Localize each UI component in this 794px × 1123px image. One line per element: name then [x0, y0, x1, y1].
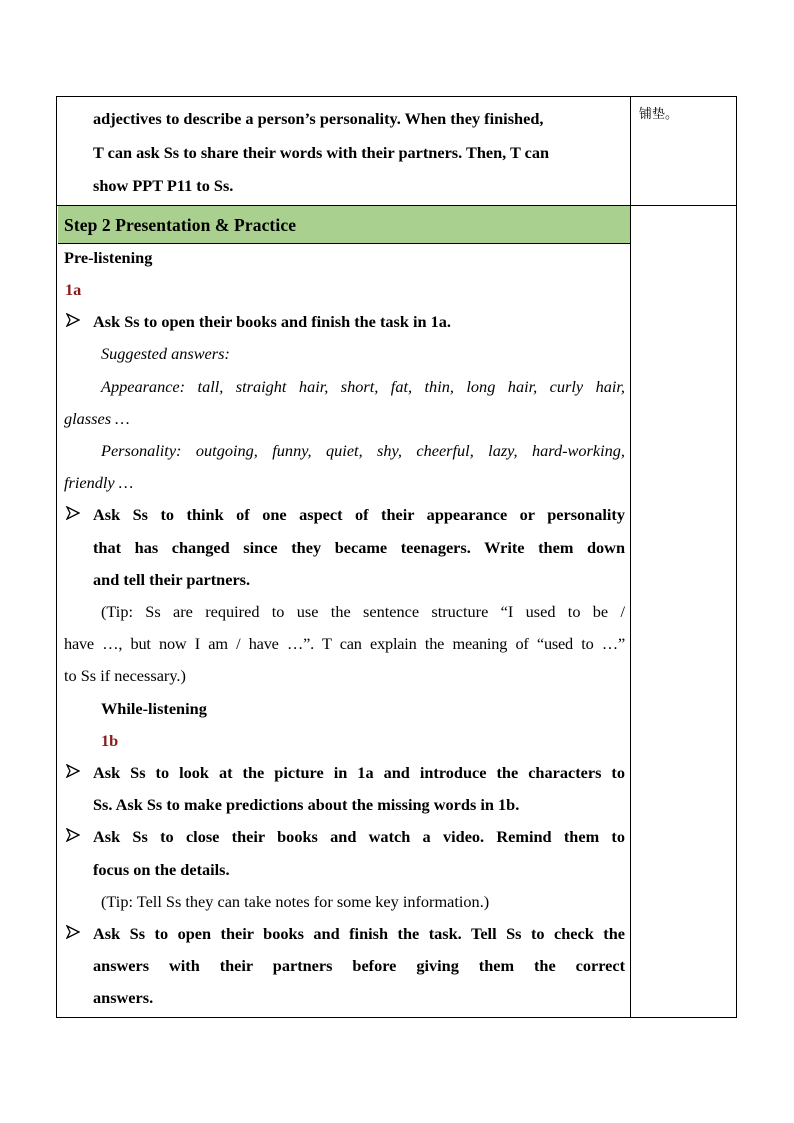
step-2-title: Step 2 Presentation & Practice	[64, 215, 297, 235]
suggested-answers-label: Suggested answers:	[101, 344, 230, 363]
tip-1-line-1: (Tip: Ss are required to use the sentence structure “I used to be /	[101, 602, 625, 621]
top-cell-line-3: show PPT P11 to Ss.	[93, 176, 234, 195]
arrow-bullet-icon	[66, 313, 80, 327]
bullet-3-line-2: Ss. Ask Ss to make predictions about the missing words in 1b.	[93, 795, 520, 814]
section-1b-label: 1b	[101, 731, 119, 750]
bullet-3-line-1: Ask Ss to look at the picture in 1a and introduce the characters to	[93, 763, 625, 782]
column-divider	[630, 97, 631, 1017]
personality-line-2: friendly …	[64, 473, 134, 492]
teacher-note: 铺垫。	[639, 107, 679, 122]
lesson-plan-table	[56, 96, 737, 1018]
appearance-line-1: Appearance: tall, straight hair, short, fat, thin, long hair, curly hair,	[101, 377, 625, 396]
bullet-5-line-3: answers.	[93, 988, 154, 1007]
bullet-4-line-2: focus on the details.	[93, 860, 230, 879]
top-cell-line-1: adjectives to describe a person’s personality. When they finished,	[93, 109, 544, 128]
personality-line-1: Personality: outgoing, funny, quiet, shy, cheerful, lazy, hard-working,	[101, 441, 625, 460]
while-listening-label: While-listening	[101, 699, 207, 718]
bullet-2-line-1: Ask Ss to think of one aspect of their appearance or personality	[93, 505, 625, 524]
section-1a-label: 1a	[65, 280, 82, 299]
arrow-bullet-icon	[66, 828, 80, 842]
bullet-5-line-1: Ask Ss to open their books and finish the task. Tell Ss to check the	[93, 924, 625, 943]
pre-listening-label: Pre-listening	[64, 248, 153, 267]
bullet-5-line-2: answers with their partners before giving them the correct	[93, 956, 625, 975]
arrow-bullet-icon	[66, 764, 80, 778]
tip-1-line-2: have …, but now I am / have …”. T can explain the meaning of “used to …”	[64, 634, 625, 653]
bullet-2-line-3: and tell their partners.	[93, 570, 251, 589]
step-2-header	[58, 206, 630, 244]
arrow-bullet-icon	[66, 506, 80, 520]
bullet-2-line-2: that has changed since they became teenagers. Write them down	[93, 538, 625, 557]
top-cell-line-2: T can ask Ss to share their words with their partners. Then, T can	[93, 143, 550, 162]
bullet-1-text: Ask Ss to open their books and finish the task in 1a.	[93, 312, 451, 331]
tip-2: (Tip: Tell Ss they can take notes for some key information.)	[101, 892, 490, 911]
tip-1-line-3: to Ss if necessary.)	[64, 666, 186, 685]
arrow-bullet-icon	[66, 925, 80, 939]
appearance-line-2: glasses …	[64, 409, 130, 428]
bullet-4-line-1: Ask Ss to close their books and watch a video. Remind them to	[93, 827, 625, 846]
